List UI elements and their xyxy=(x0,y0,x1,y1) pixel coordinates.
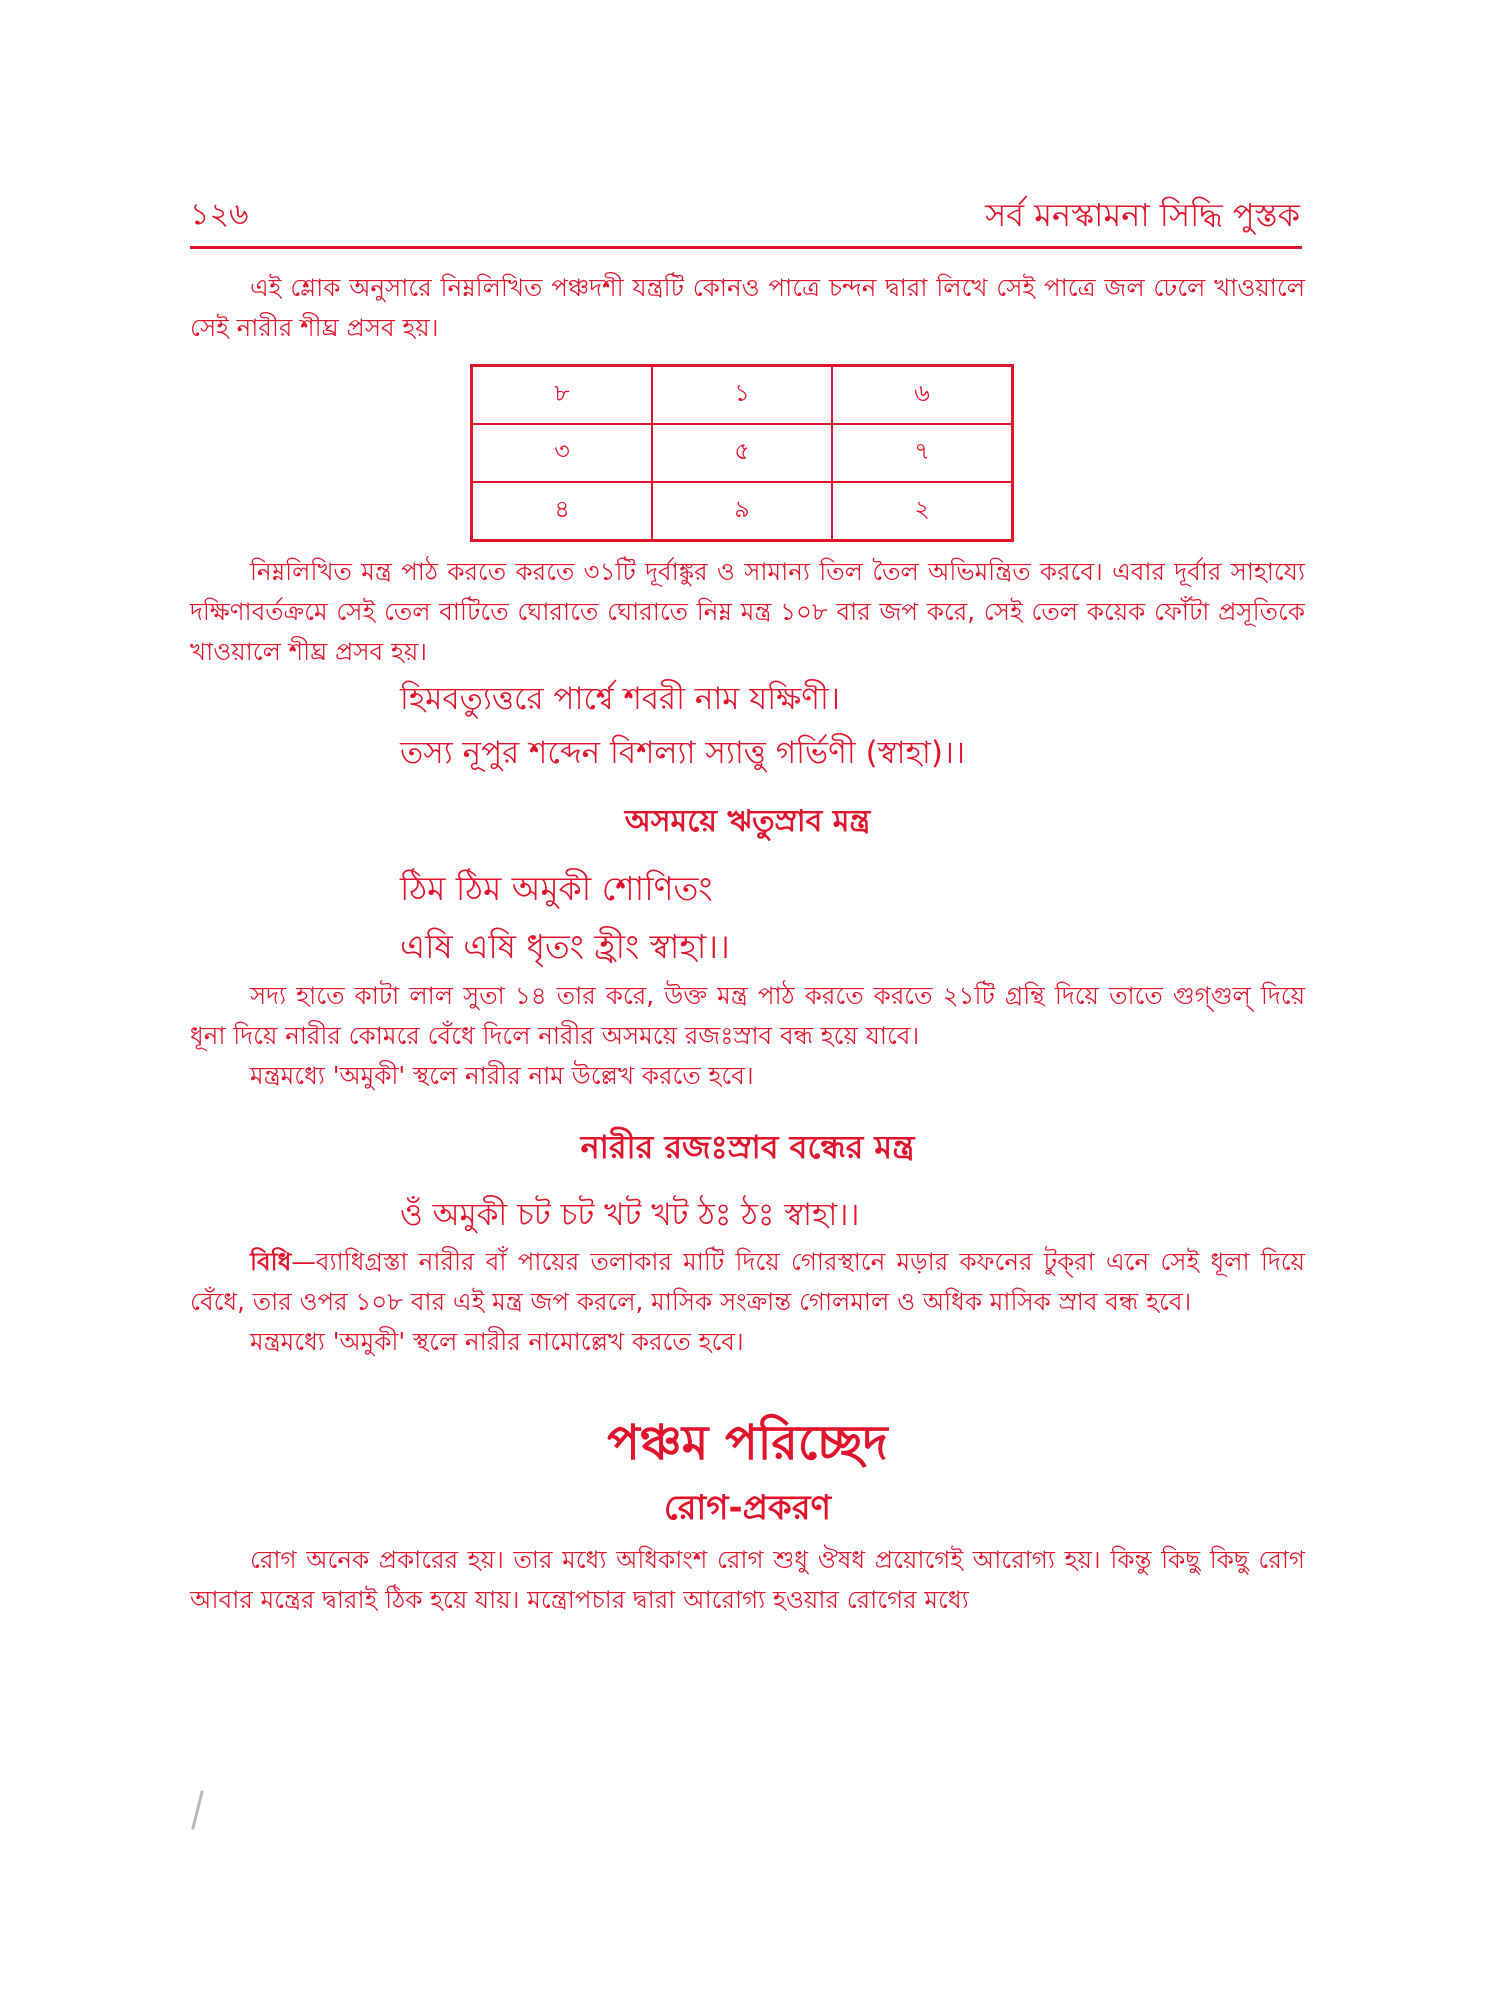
paragraph-name-note-2: মন্ত্রমধ্যে 'অমুকী' স্থলে নারীর নামোল্লেখ করতে হবে। xyxy=(250,1327,744,1356)
verse-line: ওঁ অমুকী চট চট খট খট ঠঃ ঠঃ স্বাহা।। xyxy=(400,1197,860,1233)
section-heading: নারীর রজঃস্রাব বন্ধের মন্ত্র xyxy=(580,1128,915,1166)
yantra-cell: ৫ xyxy=(652,424,832,482)
verse-line: তস্য নূপুর শব্দেন বিশল্যা স্যাত্তু গর্ভিণী (স্বাহা)।। xyxy=(400,735,966,771)
page-number: ১২৬ xyxy=(190,197,249,232)
yantra-cell: ১ xyxy=(652,366,832,425)
vidhi-text: —ব্যাধিগ্রস্তা নারীর বাঁ পায়ের তলাকার মাটি দিয়ে গোরস্থানে মড়ার কফনের টুক্‌রা এনে সেই ধূলা দিয়ে বেঁধে, তার ওপর ১০৮ বার এই মন্ত্র জপ করলে, মাসিক সংক্রান্ত গোলমাল ও অধিক মাসিক স্রাব বন্ধ হবে। xyxy=(190,1247,1305,1316)
page-content xyxy=(190,268,1305,1620)
chapter-title: পঞ্চম পরিচ্ছেদ xyxy=(607,1415,888,1471)
yantra-cell: ৭ xyxy=(832,424,1013,482)
yantra-cell: ৩ xyxy=(472,424,653,482)
yantra-cell: ৪ xyxy=(472,482,653,541)
stray-pencil-mark xyxy=(191,1790,204,1830)
paragraph-vidhi xyxy=(190,1242,1305,1322)
yantra-row xyxy=(472,482,1013,541)
yantra-grid xyxy=(470,364,1014,542)
verse-line: ঠিম ঠিম অমুকী শোণিতং xyxy=(400,869,713,908)
paragraph-thread-ritual: সদ্য হাতে কাটা লাল সুতা ১৪ তার করে, উক্ত মন্ত্র পাঠ করতে করতে ২১টি গ্রন্থি দিয়ে তাতে গুগ্‌গুল্ দিয়ে ধূনা দিয়ে নারীর কোমরে বেঁধে দিলে নারীর অসময়ে রজঃস্রাব বন্ধ হয়ে যাবে। xyxy=(190,981,1305,1050)
yantra-row xyxy=(472,424,1013,482)
page-header xyxy=(190,190,1300,240)
book-title: সর্ব মনস্কামনা সিদ্ধি পুস্তক xyxy=(985,196,1300,234)
vidhi-label: বিধি xyxy=(250,1247,292,1276)
chapter-subtitle: রোগ-প্রকরণ xyxy=(663,1488,832,1528)
paragraph-disease-intro: রোগ অনেক প্রকারের হয়। তার মধ্যে অধিকাংশ রোগ শুধু ঔষধ প্রয়োগেই আরোগ্য হয়। কিন্তু কিছু কিছু রোগ আবার মন্ত্রের দ্বারাই ঠিক হয়ে যায়। মন্ত্রোপচার দ্বারা আরোগ্য হওয়ার রোগের মধ্যে xyxy=(190,1545,1305,1614)
yantra-cell: ২ xyxy=(832,482,1013,541)
paragraph-name-note: মন্ত্রমধ্যে 'অমুকী' স্থলে নারীর নাম উল্লেখ করতে হবে। xyxy=(250,1061,754,1090)
yantra-cell: ৮ xyxy=(472,366,653,425)
verse-line: হিমবত্যুত্তরে পার্শ্বে শবরী নাম যক্ষিণী। xyxy=(400,681,840,717)
verse-line: এষি এষি ধৃতং হ্রীং স্বাহা।। xyxy=(400,927,730,966)
yantra-cell: ৯ xyxy=(652,482,832,541)
intro-paragraph: এই শ্লোক অনুসারে নিম্নলিখিত পঞ্চদশী যন্ত্রটি কোনও পাত্রে চন্দন দ্বারা লিখে সেই পাত্রে জল ঢেলে খাওয়ালে সেই নারীর শীঘ্র প্রসব হয়। xyxy=(190,273,1305,342)
yantra-grid-wrapper xyxy=(470,364,1305,542)
paragraph-oil-ritual: নিম্নলিখিত মন্ত্র পাঠ করতে করতে ৩১টি দূর্বাঙ্কুর ও সামান্য তিল তৈল অভিমন্ত্রিত করবে। এবার দূর্বার সাহায্যে দক্ষিণাবর্তক্রমে সেই তেল বাটিতে ঘোরাতে ঘোরাতে নিম্ন মন্ত্র ১০৮ বার জপ করে, সেই তেল কয়েক ফোঁটা প্রসূতিকে খাওয়ালে শীঘ্র প্রসব হয়। xyxy=(190,557,1305,666)
yantra-cell: ৬ xyxy=(832,366,1013,425)
yantra-row xyxy=(472,366,1013,425)
header-rule xyxy=(190,246,1302,249)
section-heading: অসময়ে ঋতুস্রাব মন্ত্র xyxy=(624,804,871,839)
